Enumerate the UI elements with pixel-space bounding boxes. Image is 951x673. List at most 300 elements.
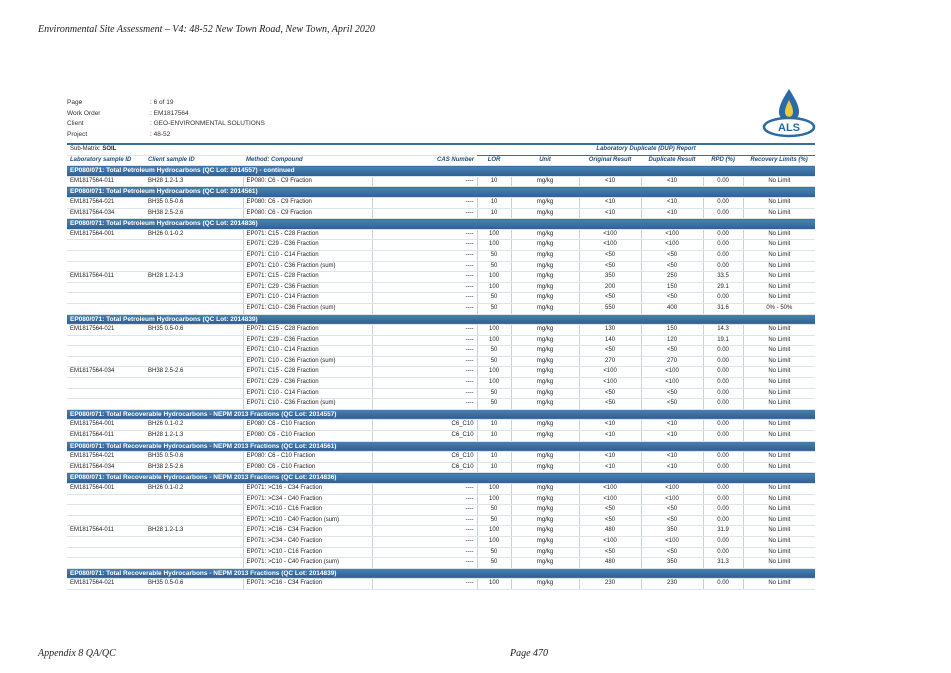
duplicate-result-cell: 230 xyxy=(641,579,703,590)
lor-cell: 100 xyxy=(477,335,511,346)
original-result-cell: <50 xyxy=(579,547,641,558)
rpd-cell: 0.00 xyxy=(703,431,743,442)
method-compound-cell: EP071: >C10 - C16 Fraction xyxy=(243,505,372,516)
unit-cell: mg/kg xyxy=(511,452,579,463)
duplicate-result-cell: <50 xyxy=(641,293,703,304)
lab-sample-id-cell: EM1817564-001 xyxy=(67,229,145,240)
lor-cell: 100 xyxy=(477,378,511,389)
lor-cell: 50 xyxy=(477,303,511,314)
client-sample-id-cell: BH35 0.5-0.6 xyxy=(145,325,243,336)
client-sample-id-cell: BH28 1.2-1.3 xyxy=(145,431,243,442)
cas-number-cell: ---- xyxy=(372,484,477,495)
column-header: Original Result xyxy=(579,155,641,166)
table-row xyxy=(67,452,815,463)
duplicate-result-cell: 150 xyxy=(641,282,703,293)
lor-cell: 50 xyxy=(477,515,511,526)
table-row xyxy=(67,484,815,495)
cas-number-cell: ---- xyxy=(372,378,477,389)
lab-sample-id-cell xyxy=(67,282,145,293)
cas-number-cell: ---- xyxy=(372,494,477,505)
client-sample-id-cell: BH35 0.5-0.6 xyxy=(145,197,243,208)
lor-cell: 50 xyxy=(477,388,511,399)
original-result-cell: <10 xyxy=(579,208,641,219)
lab-sample-id-cell: EM1817564-011 xyxy=(67,176,145,187)
section-header-row xyxy=(67,409,815,420)
section-header-row xyxy=(67,314,815,325)
method-compound-cell: EP080: C6 - C9 Fraction xyxy=(243,197,372,208)
recovery-limits-cell: No Limit xyxy=(743,388,815,399)
lab-sample-id-cell xyxy=(67,505,145,516)
unit-cell: mg/kg xyxy=(511,378,579,389)
table-row xyxy=(67,240,815,251)
duplicate-result-cell: <10 xyxy=(641,452,703,463)
meta-row xyxy=(67,99,265,110)
method-compound-cell: EP080: C6 - C10 Fraction xyxy=(243,452,372,463)
table-row xyxy=(67,335,815,346)
column-header: CAS Number xyxy=(372,155,477,166)
original-result-cell: <10 xyxy=(579,197,641,208)
section-header-row xyxy=(67,219,815,230)
lab-sample-id-cell: EM1817564-011 xyxy=(67,526,145,537)
lor-cell: 100 xyxy=(477,325,511,336)
lab-sample-id-cell: EM1817564-034 xyxy=(67,367,145,378)
duplicate-result-cell: <10 xyxy=(641,176,703,187)
lab-sample-id-cell: EM1817564-021 xyxy=(67,452,145,463)
table-row xyxy=(67,250,815,261)
cas-number-cell: ---- xyxy=(372,293,477,304)
lab-sample-id-cell xyxy=(67,250,145,261)
duplicate-result-cell: <50 xyxy=(641,346,703,357)
method-compound-cell: EP071: C10 - C36 Fraction (sum) xyxy=(243,261,372,272)
cas-number-cell: ---- xyxy=(372,325,477,336)
duplicate-result-cell: 350 xyxy=(641,558,703,569)
client-sample-id-cell xyxy=(145,356,243,367)
method-compound-cell: EP071: C15 - C28 Fraction xyxy=(243,229,372,240)
recovery-limits-cell: No Limit xyxy=(743,293,815,304)
duplicate-result-cell: <10 xyxy=(641,420,703,431)
recovery-limits-cell: No Limit xyxy=(743,462,815,473)
column-header: Method: Compound xyxy=(243,155,372,166)
column-header: Client sample ID xyxy=(145,155,243,166)
recovery-limits-cell: No Limit xyxy=(743,526,815,537)
unit-cell: mg/kg xyxy=(511,558,579,569)
duplicate-result-cell: <50 xyxy=(641,547,703,558)
duplicate-result-cell: <50 xyxy=(641,250,703,261)
meta-label: Work Order xyxy=(67,109,101,117)
method-compound-cell: EP071: C15 - C28 Fraction xyxy=(243,272,372,283)
client-sample-id-cell xyxy=(145,399,243,410)
unit-cell: mg/kg xyxy=(511,515,579,526)
column-header: Duplicate Result xyxy=(641,155,703,166)
unit-cell: mg/kg xyxy=(511,335,579,346)
original-result-cell: <50 xyxy=(579,388,641,399)
method-compound-cell: EP071: C10 - C36 Fraction (sum) xyxy=(243,303,372,314)
section-title: EP080/071: Total Recoverable Hydrocarbons - NEPM 2013 Fractions (QC Lot: 2014839) xyxy=(67,568,815,579)
rpd-cell: 31.9 xyxy=(703,526,743,537)
cas-number-cell: ---- xyxy=(372,558,477,569)
recovery-limits-cell: No Limit xyxy=(743,547,815,558)
unit-cell: mg/kg xyxy=(511,536,579,547)
original-result-cell: 130 xyxy=(579,325,641,336)
cas-number-cell: ---- xyxy=(372,547,477,558)
duplicate-result-cell: <100 xyxy=(641,378,703,389)
lor-cell: 10 xyxy=(477,452,511,463)
original-result-cell: 550 xyxy=(579,303,641,314)
recovery-limits-cell: No Limit xyxy=(743,229,815,240)
meta-row xyxy=(67,120,265,131)
client-sample-id-cell xyxy=(145,335,243,346)
cas-number-cell: ---- xyxy=(372,356,477,367)
lor-cell: 100 xyxy=(477,526,511,537)
cas-number-cell: ---- xyxy=(372,176,477,187)
duplicate-result-cell: <100 xyxy=(641,536,703,547)
rpd-cell: 0.00 xyxy=(703,197,743,208)
method-compound-cell: EP080: C6 - C9 Fraction xyxy=(243,176,372,187)
table-row xyxy=(67,325,815,336)
client-sample-id-cell: BH26 0.1-0.2 xyxy=(145,484,243,495)
rpd-cell: 0.00 xyxy=(703,378,743,389)
unit-cell: mg/kg xyxy=(511,250,579,261)
section-header-row xyxy=(67,473,815,484)
lab-sample-id-cell xyxy=(67,293,145,304)
table-row xyxy=(67,346,815,357)
client-sample-id-cell xyxy=(145,346,243,357)
duplicate-result-cell: <10 xyxy=(641,462,703,473)
client-sample-id-cell xyxy=(145,293,243,304)
recovery-limits-cell: 0% - 50% xyxy=(743,303,815,314)
client-sample-id-cell xyxy=(145,378,243,389)
client-sample-id-cell xyxy=(145,505,243,516)
lor-cell: 50 xyxy=(477,356,511,367)
unit-cell: mg/kg xyxy=(511,484,579,495)
method-compound-cell: EP071: C10 - C14 Fraction xyxy=(243,346,372,357)
section-header-row xyxy=(67,441,815,452)
recovery-limits-cell: No Limit xyxy=(743,579,815,590)
unit-cell: mg/kg xyxy=(511,346,579,357)
table-row xyxy=(67,197,815,208)
recovery-limits-cell: No Limit xyxy=(743,378,815,389)
lab-sample-id-cell xyxy=(67,399,145,410)
method-compound-cell: EP071: >C10 - C40 Fraction (sum) xyxy=(243,558,372,569)
original-result-cell: <100 xyxy=(579,378,641,389)
lab-sample-id-cell: EM1817564-011 xyxy=(67,272,145,283)
method-compound-cell: EP071: C29 - C36 Fraction xyxy=(243,240,372,251)
section-title: EP080/071: Total Petroleum Hydrocarbons (QC Lot: 2014557) - continued xyxy=(67,166,815,177)
lab-sample-id-cell xyxy=(67,388,145,399)
recovery-limits-cell: No Limit xyxy=(743,282,815,293)
meta-value: : EM1817564 xyxy=(150,109,189,117)
unit-cell: mg/kg xyxy=(511,240,579,251)
original-result-cell: 480 xyxy=(579,558,641,569)
lab-sample-id-cell xyxy=(67,240,145,251)
table-row xyxy=(67,515,815,526)
cas-number-cell: ---- xyxy=(372,388,477,399)
method-compound-cell: EP071: C10 - C14 Fraction xyxy=(243,250,372,261)
method-compound-cell: EP071: C29 - C36 Fraction xyxy=(243,378,372,389)
lor-cell: 100 xyxy=(477,229,511,240)
rpd-cell: 0.00 xyxy=(703,229,743,240)
client-sample-id-cell: BH28 1.2-1.3 xyxy=(145,272,243,283)
method-compound-cell: EP071: >C10 - C40 Fraction (sum) xyxy=(243,515,372,526)
unit-cell: mg/kg xyxy=(511,526,579,537)
rpd-cell: 0.00 xyxy=(703,399,743,410)
section-header-row xyxy=(67,166,815,177)
column-header: Laboratory sample ID xyxy=(67,155,145,166)
section-title: EP080/071: Total Recoverable Hydrocarbons - NEPM 2013 Fractions (QC Lot: 2014557) xyxy=(67,409,815,420)
lab-sample-id-cell: EM1817564-034 xyxy=(67,208,145,219)
cas-number-cell: ---- xyxy=(372,208,477,219)
rpd-cell: 0.00 xyxy=(703,515,743,526)
method-compound-cell: EP080: C6 - C10 Fraction xyxy=(243,420,372,431)
section-header-row xyxy=(67,187,815,198)
duplicate-result-cell: <50 xyxy=(641,388,703,399)
recovery-limits-cell: No Limit xyxy=(743,536,815,547)
lor-cell: 10 xyxy=(477,197,511,208)
cas-number-cell: ---- xyxy=(372,272,477,283)
column-header: Recovery Limits (%) xyxy=(743,155,815,166)
client-sample-id-cell xyxy=(145,282,243,293)
recovery-limits-cell: No Limit xyxy=(743,335,815,346)
rpd-cell: 0.00 xyxy=(703,505,743,516)
method-compound-cell: EP071: C10 - C36 Fraction (sum) xyxy=(243,399,372,410)
column-header: RPD (%) xyxy=(703,155,743,166)
submatrix-cell xyxy=(67,144,477,155)
lab-sample-id-cell xyxy=(67,303,145,314)
cas-number-cell: ---- xyxy=(372,303,477,314)
recovery-limits-cell: No Limit xyxy=(743,515,815,526)
client-sample-id-cell xyxy=(145,240,243,251)
client-sample-id-cell: BH35 0.5-0.6 xyxy=(145,579,243,590)
section-title: EP080/071: Total Petroleum Hydrocarbons (QC Lot: 2014836) xyxy=(67,219,815,230)
lor-cell: 50 xyxy=(477,346,511,357)
rpd-cell: 0.00 xyxy=(703,484,743,495)
table-row xyxy=(67,378,815,389)
rpd-cell: 0.00 xyxy=(703,494,743,505)
duplicate-result-cell: <10 xyxy=(641,197,703,208)
duplicate-result-cell: 120 xyxy=(641,335,703,346)
duplicate-result-cell: 400 xyxy=(641,303,703,314)
method-compound-cell: EP071: C10 - C14 Fraction xyxy=(243,388,372,399)
unit-cell: mg/kg xyxy=(511,420,579,431)
original-result-cell: 200 xyxy=(579,282,641,293)
lab-sample-id-cell: EM1817564-001 xyxy=(67,420,145,431)
column-header: Unit xyxy=(511,155,579,166)
rpd-cell: 0.00 xyxy=(703,250,743,261)
lor-cell: 100 xyxy=(477,484,511,495)
section-title: EP080/071: Total Petroleum Hydrocarbons (QC Lot: 2014839) xyxy=(67,314,815,325)
unit-cell: mg/kg xyxy=(511,229,579,240)
client-sample-id-cell: BH26 0.1-0.2 xyxy=(145,420,243,431)
lab-sample-id-cell xyxy=(67,356,145,367)
method-compound-cell: EP071: >C34 - C40 Fraction xyxy=(243,494,372,505)
recovery-limits-cell: No Limit xyxy=(743,208,815,219)
table-row xyxy=(67,558,815,569)
table-row xyxy=(67,420,815,431)
rpd-cell: 0.00 xyxy=(703,452,743,463)
meta-value: : GEO-ENVIRONMENTAL SOLUTIONS xyxy=(150,120,265,127)
rpd-cell: 0.00 xyxy=(703,388,743,399)
lor-cell: 50 xyxy=(477,261,511,272)
table-row xyxy=(67,261,815,272)
method-compound-cell: EP080: C6 - C9 Fraction xyxy=(243,208,372,219)
duplicate-result-cell: <50 xyxy=(641,261,703,272)
unit-cell: mg/kg xyxy=(511,367,579,378)
lab-sample-id-cell: EM1817564-021 xyxy=(67,197,145,208)
recovery-limits-cell: No Limit xyxy=(743,176,815,187)
lab-sample-id-cell xyxy=(67,261,145,272)
rpd-cell: 0.00 xyxy=(703,176,743,187)
meta-value: : 48-52 xyxy=(150,130,171,138)
method-compound-cell: EP071: >C16 - C34 Fraction xyxy=(243,526,372,537)
recovery-limits-cell: No Limit xyxy=(743,250,815,261)
rpd-cell: 31.6 xyxy=(703,303,743,314)
method-compound-cell: EP071: C10 - C14 Fraction xyxy=(243,293,372,304)
client-sample-id-cell xyxy=(145,261,243,272)
lor-cell: 10 xyxy=(477,431,511,442)
lab-sample-id-cell xyxy=(67,335,145,346)
client-sample-id-cell: BH26 0.1-0.2 xyxy=(145,229,243,240)
recovery-limits-cell: No Limit xyxy=(743,399,815,410)
cas-number-cell: ---- xyxy=(372,526,477,537)
method-compound-cell: EP080: C6 - C10 Fraction xyxy=(243,462,372,473)
table-row xyxy=(67,356,815,367)
duplicate-result-cell: <50 xyxy=(641,515,703,526)
recovery-limits-cell: No Limit xyxy=(743,240,815,251)
original-result-cell: 270 xyxy=(579,356,641,367)
lab-sample-id-cell xyxy=(67,558,145,569)
cas-number-cell: ---- xyxy=(372,335,477,346)
table-row xyxy=(67,431,815,442)
original-result-cell: <50 xyxy=(579,261,641,272)
report-meta xyxy=(67,99,265,141)
unit-cell: mg/kg xyxy=(511,293,579,304)
table-row xyxy=(67,303,815,314)
footer-appendix: Appendix 8 QA/QC xyxy=(38,648,116,659)
table-row xyxy=(67,208,815,219)
table-row xyxy=(67,176,815,187)
recovery-limits-cell: No Limit xyxy=(743,452,815,463)
rpd-cell: 0.00 xyxy=(703,367,743,378)
duplicate-result-cell: <100 xyxy=(641,240,703,251)
lab-sample-id-cell: EM1817564-021 xyxy=(67,325,145,336)
lor-cell: 50 xyxy=(477,250,511,261)
original-result-cell: <10 xyxy=(579,431,641,442)
original-result-cell: <10 xyxy=(579,420,641,431)
unit-cell: mg/kg xyxy=(511,462,579,473)
cas-number-cell: ---- xyxy=(372,197,477,208)
lab-sample-id-cell xyxy=(67,515,145,526)
section-title: EP080/071: Total Recoverable Hydrocarbons - NEPM 2013 Fractions (QC Lot: 2014836) xyxy=(67,473,815,484)
logo-text: ALS xyxy=(778,122,800,134)
rpd-cell: 0.00 xyxy=(703,579,743,590)
lab-sample-id-cell xyxy=(67,494,145,505)
cas-number-cell: ---- xyxy=(372,346,477,357)
original-result-cell: <50 xyxy=(579,505,641,516)
table-body xyxy=(67,166,815,590)
client-sample-id-cell: BH28 1.2-1.3 xyxy=(145,176,243,187)
original-result-cell: <10 xyxy=(579,452,641,463)
duplicate-result-cell: 270 xyxy=(641,356,703,367)
client-sample-id-cell xyxy=(145,388,243,399)
duplicate-result-cell: <10 xyxy=(641,208,703,219)
table-row xyxy=(67,505,815,516)
lor-cell: 50 xyxy=(477,505,511,516)
lor-cell: 10 xyxy=(477,462,511,473)
table-row xyxy=(67,462,815,473)
client-sample-id-cell xyxy=(145,494,243,505)
lor-cell: 100 xyxy=(477,494,511,505)
meta-label: Client xyxy=(67,120,84,127)
cas-number-cell: C6_C10 xyxy=(372,462,477,473)
duplicate-result-cell: <50 xyxy=(641,399,703,410)
original-result-cell: <10 xyxy=(579,176,641,187)
unit-cell: mg/kg xyxy=(511,579,579,590)
cas-number-cell: ---- xyxy=(372,579,477,590)
method-compound-cell: EP080: C6 - C10 Fraction xyxy=(243,431,372,442)
recovery-limits-cell: No Limit xyxy=(743,272,815,283)
cas-number-cell: C6_C10 xyxy=(372,431,477,442)
unit-cell: mg/kg xyxy=(511,399,579,410)
lab-sample-id-cell: EM1817564-034 xyxy=(67,462,145,473)
table-row xyxy=(67,579,815,590)
client-sample-id-cell: BH38 2.5-2.6 xyxy=(145,367,243,378)
dup-report-title: Laboratory Duplicate (DUP) Report xyxy=(477,144,815,155)
client-sample-id-cell xyxy=(145,558,243,569)
unit-cell: mg/kg xyxy=(511,547,579,558)
section-title: EP080/071: Total Petroleum Hydrocarbons (QC Lot: 2014561) xyxy=(67,187,815,198)
lor-cell: 100 xyxy=(477,536,511,547)
table-row xyxy=(67,229,815,240)
duplicate-result-cell: <100 xyxy=(641,367,703,378)
unit-cell: mg/kg xyxy=(511,272,579,283)
lor-cell: 50 xyxy=(477,293,511,304)
client-sample-id-cell: BH38 2.5-2.6 xyxy=(145,462,243,473)
meta-row xyxy=(67,110,265,121)
unit-cell: mg/kg xyxy=(511,388,579,399)
lor-cell: 50 xyxy=(477,558,511,569)
lor-cell: 10 xyxy=(477,420,511,431)
rpd-cell: 0.00 xyxy=(703,346,743,357)
meta-row xyxy=(67,131,265,142)
duplicate-result-cell: <10 xyxy=(641,431,703,442)
cas-number-cell: ---- xyxy=(372,367,477,378)
table-row xyxy=(67,367,815,378)
rpd-cell: 0.00 xyxy=(703,420,743,431)
unit-cell: mg/kg xyxy=(511,505,579,516)
duplicate-report-table xyxy=(67,143,815,590)
cas-number-cell: ---- xyxy=(372,282,477,293)
duplicate-result-cell: <100 xyxy=(641,229,703,240)
unit-cell: mg/kg xyxy=(511,261,579,272)
recovery-limits-cell: No Limit xyxy=(743,505,815,516)
recovery-limits-cell: No Limit xyxy=(743,356,815,367)
rpd-cell: 0.00 xyxy=(703,293,743,304)
method-compound-cell: EP071: >C16 - C34 Fraction xyxy=(243,484,372,495)
table-row xyxy=(67,272,815,283)
cas-number-cell: ---- xyxy=(372,515,477,526)
client-sample-id-cell xyxy=(145,250,243,261)
client-sample-id-cell: BH28 1.2-1.3 xyxy=(145,526,243,537)
table-row xyxy=(67,526,815,537)
original-result-cell: <50 xyxy=(579,346,641,357)
method-compound-cell: EP071: >C10 - C16 Fraction xyxy=(243,547,372,558)
lab-sample-id-cell xyxy=(67,536,145,547)
unit-cell: mg/kg xyxy=(511,282,579,293)
lor-cell: 10 xyxy=(477,208,511,219)
meta-label: Page xyxy=(67,99,83,106)
client-sample-id-cell xyxy=(145,547,243,558)
lor-cell: 100 xyxy=(477,240,511,251)
